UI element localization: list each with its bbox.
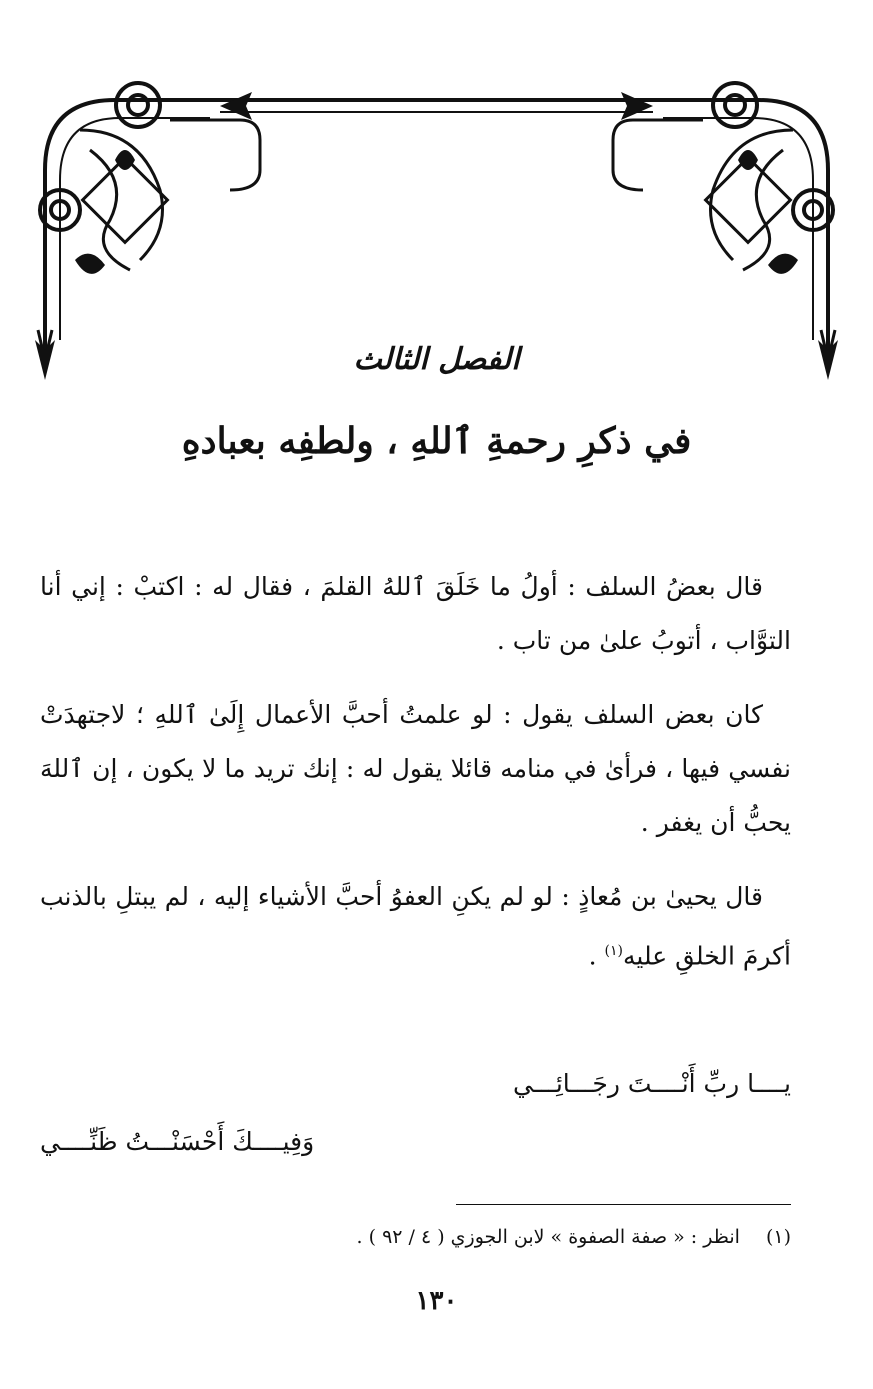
footnote-divider — [456, 1204, 791, 1205]
verse-line-2: وَفِيــــكَ أَحْسَنْـــتُ ظَنِّــــي — [40, 1127, 315, 1156]
chapter-title: في ذكرِ رحمةِ ٱللهِ ، ولطفِه بعبادهِ — [181, 420, 692, 462]
footnote-text: انظر : « صفة الصفوة » لابن الجوزي ( ٤ / ٩٢ ) . — [356, 1226, 740, 1248]
paragraph-3-text: قال يحيىٰ بن مُعاذٍ : لو لم يكنِ العفوُ أحبَّ الأشياء إليه ، لم يبتلِ بالذنب أكرمَ الخلقِ عليه — [40, 882, 791, 971]
footnote-reference[interactable]: (١) — [604, 943, 624, 959]
poem-verse — [40, 1055, 791, 1171]
footnote-number: (١) — [765, 1226, 791, 1248]
paragraph-3 — [40, 870, 791, 983]
paragraph-2: كان بعض السلف يقول : لو علمتُ أحبَّ الأعمال إِلَىٰ ٱللهِ ؛ لاجتهدَتْ نفسي فيها ، فرأىٰ في منامه قائلا يقول له : إنك تريد ما لا يكون ، إن ٱللهَ يحبُّ أن يغفر . — [40, 700, 791, 837]
paragraph-1: قال بعضُ السلف : أولُ ما خَلَقَ ٱللهُ القلمَ ، فقال له : اكتبْ : إني أنا التوَّاب ، أتوبُ علىٰ من تاب . — [40, 572, 791, 655]
body-text — [40, 560, 791, 1003]
chapter-label: الفصل الثالث — [353, 342, 520, 377]
verse-line-1: يــــا ربِّ أَنْــــتَ رجَـــائِـــي — [513, 1069, 791, 1098]
footnote — [40, 1222, 791, 1252]
page-number: ١٣٠ — [415, 1286, 458, 1316]
arabesque-frame-ornament-icon — [20, 60, 853, 380]
paragraph-3-end: . — [588, 941, 605, 971]
